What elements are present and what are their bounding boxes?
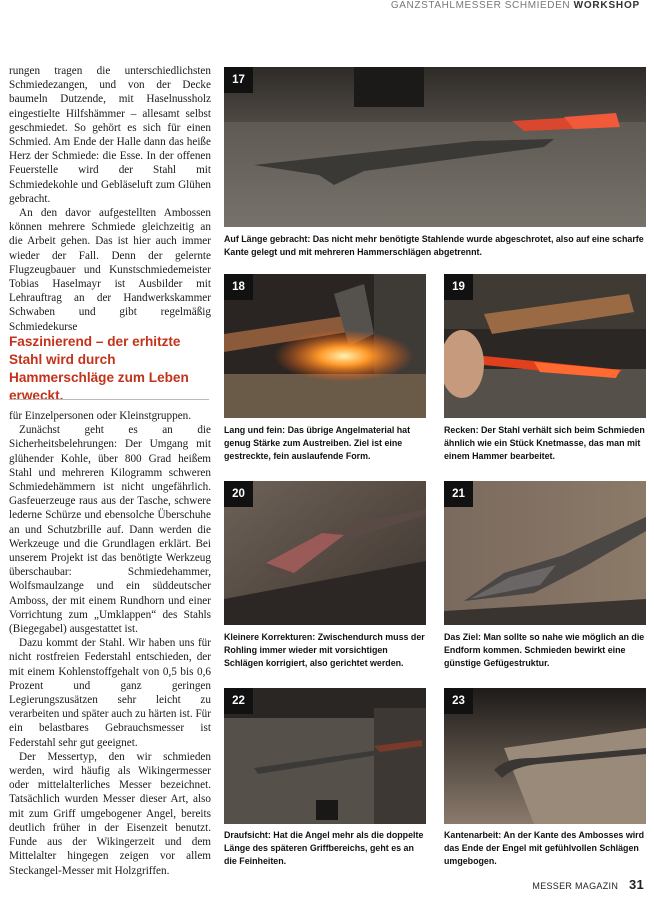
page-number: 31 [628, 877, 644, 892]
photo-21-number-badge: 21 [444, 481, 473, 507]
photo-17-image [224, 67, 646, 227]
photo-22-number-badge: 22 [224, 688, 253, 714]
photo-18-number-badge: 18 [224, 274, 253, 300]
footer-magazine-name: MESSER MAGAZIN [532, 881, 619, 891]
photo-23-caption: Kantenarbeit: An der Kante des Ambosses wird das Ende der Engel mit gefühlvollen Schlägen umgebogen. [444, 830, 645, 866]
photo-22 [224, 688, 426, 824]
article-paragraph: An den davor aufgestellten Ambossen können mehrere Schmiede gleichzeitig an die Arbeit gehen. Das ist hier auch immer wieder der Fall. Denn der gelernte Flugzeugbauer und Kunstschmiedemeister Tobias Haselmayr ist Ausbilder mit Lehrauftrag an der Handwerkskammer Schwaben und gibt regelmäßig Schmiedekurse [9, 207, 211, 333]
photo-19-caption: Recken: Der Stahl verhält sich beim Schmieden ähnlich wie ein Stück Knetmasse, das man mit einem Hammer bearbeitet. [444, 425, 645, 461]
photo-19 [444, 274, 646, 418]
pull-quote-divider [9, 399, 209, 400]
photo-20-image [224, 481, 426, 625]
photo-22-image [224, 688, 426, 824]
photo-22-caption: Draufsicht: Hat die Angel mehr als die doppelte Länge des späteren Griffbereichs, geht es an die Feinheiten. [224, 830, 424, 866]
article-paragraph: für Einzelpersonen oder Kleinstgruppen. [9, 410, 192, 422]
header-topic: GANZSTAHLMESSER SCHMIEDEN [390, 0, 571, 11]
photo-23-number-badge: 23 [444, 688, 473, 714]
article-paragraph: rungen tragen die unterschiedlichsten Schmiedezangen, und von der Decke baumeln Dutzende, mit Haselnussholz eingestielte Hilfshämmer – allesamt selbst geschmiedet. So gehört es sich für einen Schmied. Am Ende der Halle dann das heiße Herz der Schmiede: die Esse. In der offenen Feuerstelle wird der Stahl mit Schmiedekohle und Gebläseluft zum Glühen gebracht. [9, 65, 211, 205]
article-paragraph: Dazu kommt der Stahl. Wir haben uns für nicht rostfreien Federstahl entschieden, der mit einem Kohlenstoffgehalt von 0,5 bis 0,6 Prozent und ganz geringen Legierungszusätzen sehr leicht zu verarbeiten und später auch zu härten ist. Für ein belastbares Gebrauchsmesser ist Federstahl sehr gut geeignet. [9, 637, 211, 749]
photo-18-image [224, 274, 426, 418]
photo-20-caption: Kleinere Korrekturen: Zwischendurch muss der Rohling immer wieder mit vorsichtigen Schlägen korrigiert, also gerichtet werden. [224, 632, 425, 668]
photo-18 [224, 274, 426, 418]
article-column-bottom [9, 409, 211, 878]
photo-21-caption: Das Ziel: Man sollte so nahe wie möglich an die Endform kommen. Schmieden bewirkt eine günstige Gefügestruktur. [444, 632, 645, 668]
pull-quote: Faszinierend – der erhitzte Stahl wird durch Hammerschläge zum Leben erweckt. [9, 334, 189, 403]
article-paragraph: Zunächst geht es an die Sicherheitsbelehrungen: Der Umgang mit glühender Kohle, über 800 Grad heißem Stahl und mehreren Kilogramm schweren Schmiedehämmern ist nicht ungefährlich. Gasfeuerzeuge raus aus der Tasche, schwere lederne Schürze und ebensolche Überschuhe an und Schutzbrille auf. Dann werden die Werkzeuge und die Grundlagen erklärt. Bei unserem Projekt ist das benötigte Werkzeug überschaubar: Schmiedehammer, Wolfsmaulzange und ein süddeutscher Amboss, der mit einem Rundhorn und einer Vorrichtung zum „Umklappen“ des Stahls (Biegegabel) ausgestattet ist. [9, 424, 211, 636]
photo-19-image [444, 274, 646, 418]
photo-18-caption: Lang und fein: Das übrige Angelmaterial hat genug Stärke zum Austreiben. Ziel ist eine gestreckte, fein auslaufende Form. [224, 425, 411, 461]
photo-17-caption: Auf Länge gebracht: Das nicht mehr benötigte Stahlende wurde abgeschrotet, also auf eine scharfe Kante gelegt und mit mehreren Hammerschlägen abgetrennt. [224, 234, 644, 257]
photo-23-image [444, 688, 646, 824]
running-header [391, 0, 640, 11]
photo-20-number-badge: 20 [224, 481, 253, 507]
article-paragraph: Der Messertyp, den wir schmieden werden, wird häufig als Wikingermesser oder mittelalterliches Messer bezeichnet. Tatsächlich wurden Messer dieser Art, also mit zum Griff umgebogener Angel, bereits deutlich früher in der Eisenzeit benutzt. Funde aus der Wikingerzeit und dem Mittelalter hingegen zeigen vor allem Steckangel-Messer mit Holzgriffen. [9, 750, 211, 877]
article-column-top [9, 64, 211, 334]
photo-23 [444, 688, 646, 824]
page-footer [532, 877, 644, 892]
photo-21-image [444, 481, 646, 625]
photo-19-number-badge: 19 [444, 274, 473, 300]
photo-17-number-badge: 17 [224, 67, 253, 93]
photo-20 [224, 481, 426, 625]
photo-17 [224, 67, 646, 227]
photo-21 [444, 481, 646, 625]
header-section: WORKSHOP [573, 0, 640, 11]
